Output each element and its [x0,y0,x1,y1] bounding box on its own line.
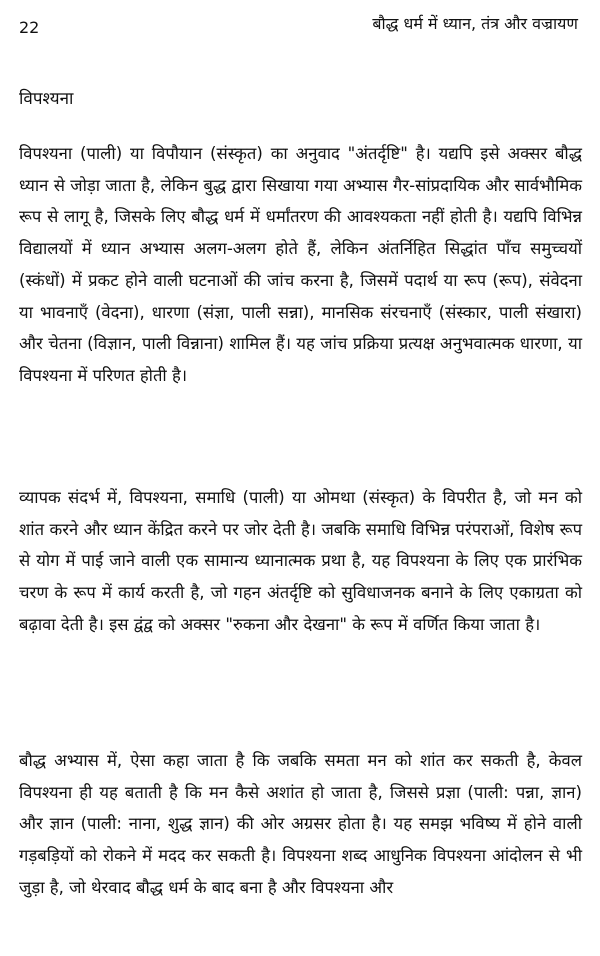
page-number: 22 [19,18,40,37]
running-header-title: बौद्ध धर्म में ध्यान, तंत्र और वज्रायण [372,14,578,33]
section-heading: विपश्यना [19,89,74,109]
paragraph: व्यापक संदर्भ में, विपश्यना, समाधि (पाली) या ओमथा (संस्कृत) के विपरीत है, जो मन को शांत करने और ध्यान केंद्रित करने पर जोर देती है। जबकि समाधि विभिन्न परंपराओं, विशेष रूप से योग में पाई जाने वाली एक सामान्य ध्यानात्मक प्रथा है, यह विपश्यना के लिए एक प्रारंभिक चरण के रूप में कार्य करती है, जो गहन अंतर्दृष्टि को सुविधाजनक बनाने के लिए एकाग्रता को बढ़ावा देती है। इस द्वंद्व को अक्सर "रुकना और देखना" के रूप में वर्णित किया जाता है। [19,488,582,634]
page-header [19,10,578,40]
paragraph: बौद्ध अभ्यास में, ऐसा कहा जाता है कि जबकि समता मन को शांत कर सकती है, केवल विपश्यना ही यह बताती है कि मन कैसे अशांत हो जाता है, जिससे प्रज्ञा (पाली: पन्ना, ज्ञान) और ज्ञान (पाली: नाना, शुद्ध ज्ञान) की ओर अग्रसर होता है। यह समझ भविष्य में होने वाली गड़बड़ियों को रोकने में मदद कर सकती है। विपश्यना शब्द आधुनिक विपश्यना आंदोलन से भी जुड़ा है, जो थेरवाद बौद्ध धर्म के बाद बना है और विपश्यना और [19,751,582,897]
paragraph: विपश्यना (पाली) या विपौयान (संस्कृत) का अनुवाद "अंतर्दृष्टि" है। यद्यपि इसे अक्सर बौद्ध ध्यान से जोड़ा जाता है, लेकिन बुद्ध द्वारा सिखाया गया अभ्यास गैर-सांप्रदायिक और सार्वभौमिक रूप से लागू है, जिसके लिए बौद्ध धर्म में धर्मांतरण की आवश्यकता नहीं होती है। यद्यपि विभिन्न विद्यालयों में ध्यान अभ्यास अलग-अलग होते हैं, लेकिन अंतर्निहित सिद्धांत पाँच समुच्चयों (स्कंधों) में प्रकट होने वाली घटनाओं की जांच करना है, जिसमें पदार्थ या रूप (रूप), संवेदना या भावनाएँ (वेदना), धारणा (संज्ञा, पाली सन्ना), मानसिक संरचनाएँ (संस्कार, पाली संखारा) और चेतना (विज्ञान, पाली विन्नाना) शामिल हैं। यह जांच प्रक्रिया प्रत्यक्ष अनुभवात्मक धारणा, या विपश्यना में परिणत होती है। [19,144,582,385]
